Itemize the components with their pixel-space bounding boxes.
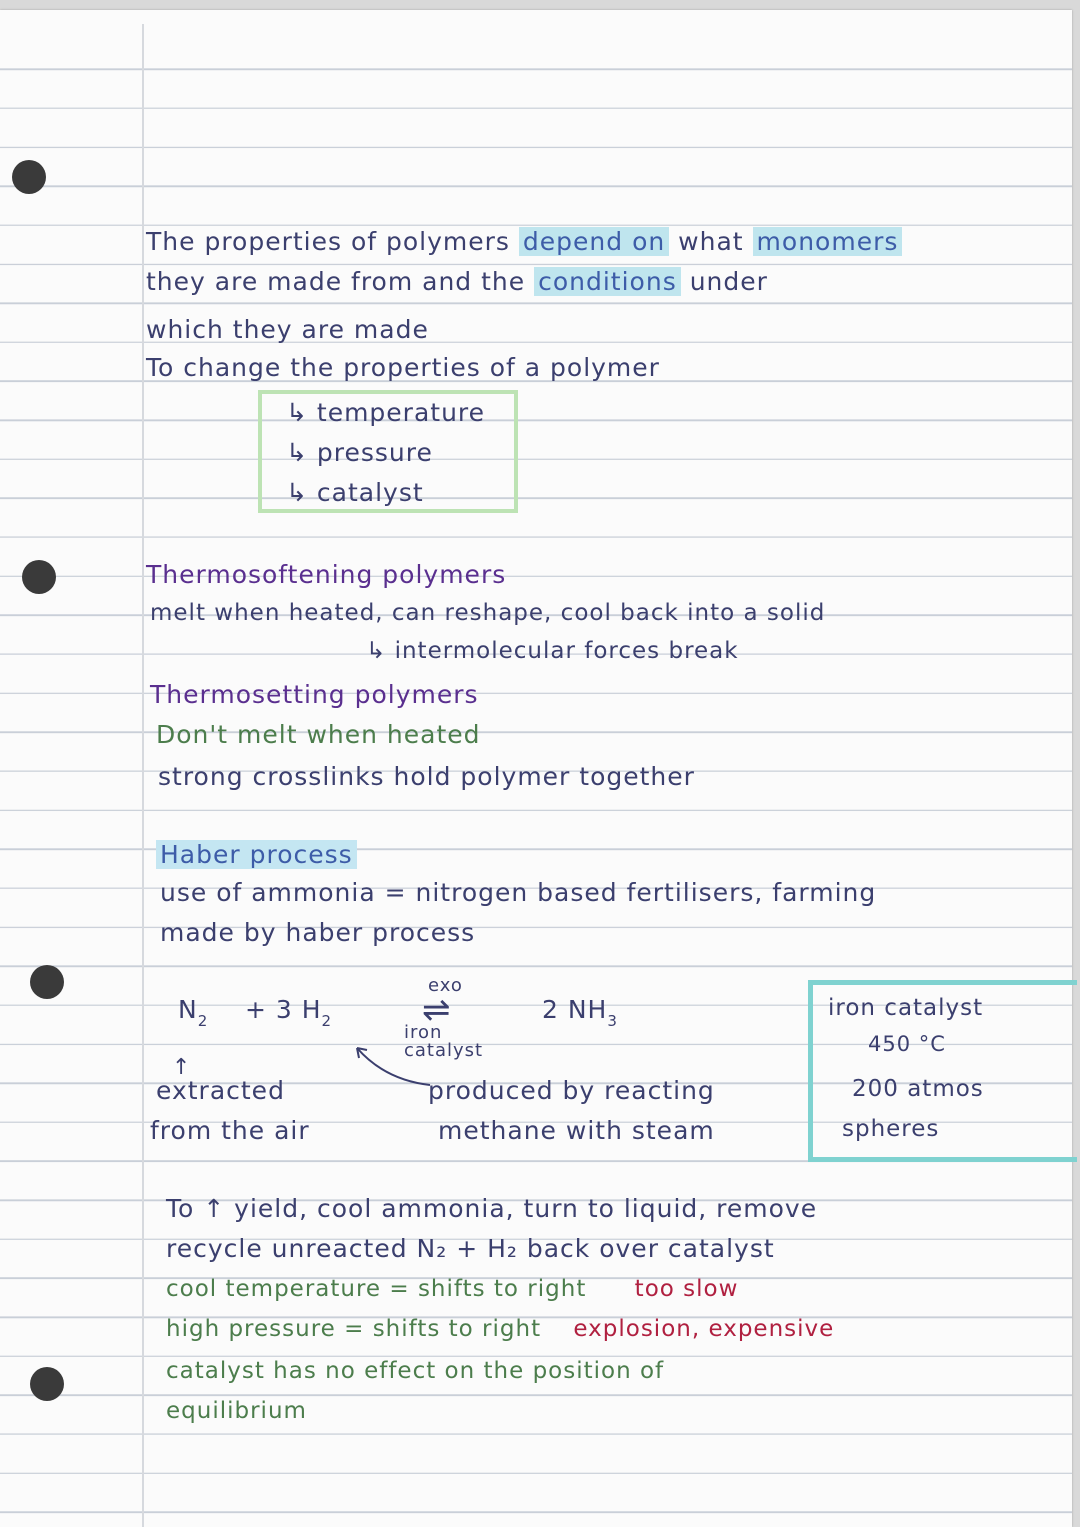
high-pressure-line: high pressure = shifts to right explosion, expensive	[166, 1316, 835, 1342]
catalyst-effect-line-2: equilibrium	[166, 1398, 307, 1424]
intro-line-1: The properties of polymers depend on what monomers	[146, 227, 902, 256]
factor-temperature: ↳ temperature	[286, 398, 486, 427]
margin-line	[142, 24, 144, 1527]
equation-h2: + 3 $H_2$	[245, 995, 333, 1030]
condition-catalyst: iron catalyst	[828, 995, 984, 1021]
cool-temperature-line: cool temperature = shifts to right too slow	[166, 1276, 739, 1302]
thermosoftening-heading: Thermosoftening polymers	[146, 560, 507, 589]
factor-pressure: ↳ pressure	[286, 438, 433, 467]
haber-line-2: made by haber process	[160, 918, 476, 947]
punch-hole	[30, 965, 64, 999]
intro-line-4: To change the properties of a polymer	[146, 353, 660, 382]
intro-line-2: they are made from and the conditions under	[146, 267, 768, 296]
source-h2-line-2: methane with steam	[438, 1116, 715, 1145]
condition-pressure: 200 atmos	[852, 1076, 984, 1102]
source-n2-line-2: from the air	[150, 1116, 310, 1145]
equation-n2: $N_2$	[178, 995, 209, 1030]
intro-line-3: which they are made	[146, 315, 429, 344]
equation-product: 2 $NH_3$	[542, 995, 618, 1030]
punch-hole	[22, 560, 56, 594]
arrow-label-catalyst: iron catalyst	[404, 1022, 484, 1061]
haber-line-1: use of ammonia = nitrogen based fertilisers, farming	[160, 878, 877, 907]
thermosetting-line-2: strong crosslinks hold polymer together	[158, 762, 695, 791]
notebook-page	[0, 10, 1072, 1527]
catalyst-effect-line-1: catalyst has no effect on the position of	[166, 1358, 665, 1384]
condition-spheres: spheres	[842, 1116, 940, 1142]
thermosetting-line-1: Don't melt when heated	[156, 720, 481, 749]
yield-line-1: To ↑ yield, cool ammonia, turn to liquid, remove	[166, 1194, 818, 1223]
yield-line-2: recycle unreacted N₂ + H₂ back over catalyst	[166, 1234, 775, 1263]
arrow-label-exo: exo	[428, 975, 463, 996]
haber-heading: Haber process	[156, 840, 357, 869]
thermosetting-heading: Thermosetting polymers	[150, 680, 479, 709]
factor-catalyst: ↳ catalyst	[286, 478, 424, 507]
thermosoftening-line-2: ↳ intermolecular forces break	[366, 638, 739, 664]
source-n2-line-1: extracted	[156, 1076, 285, 1105]
punch-hole	[12, 160, 46, 194]
thermosoftening-line-1: melt when heated, can reshape, cool back into a solid	[150, 600, 826, 626]
source-h2-line-1: produced by reacting	[428, 1076, 715, 1105]
equilibrium-arrow: ⇌	[422, 990, 452, 1030]
punch-hole	[30, 1367, 64, 1401]
curved-arrow-icon	[345, 1040, 435, 1090]
condition-temperature: 450 °C	[868, 1032, 946, 1056]
up-arrow-icon: ↑	[172, 1055, 191, 1080]
